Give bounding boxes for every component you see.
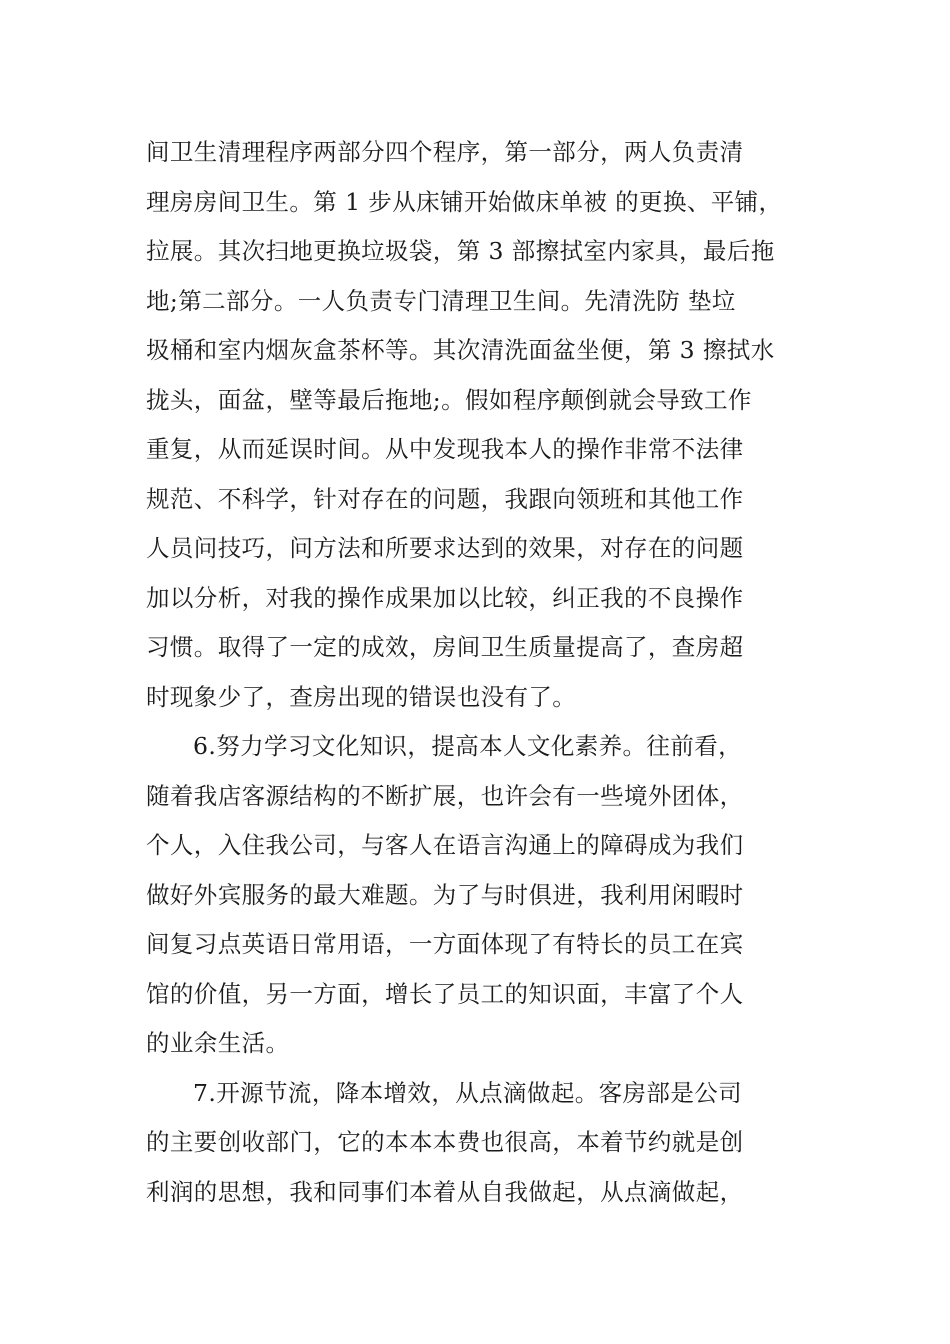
text-line: 地;第二部分。一人负责专门清理卫生间。先清洗防 垫垃 xyxy=(146,286,736,315)
text-line: 拉展。其次扫地更换垃圾袋，第 3 部擦拭室内家具，最后拖 xyxy=(146,237,775,265)
text-line: 6.努力学习文化知识，提高本人文化素养。往前看， xyxy=(193,732,743,760)
text-line: 规范、不科学，针对存在的问题，我跟向领班和其他工作 xyxy=(146,484,744,513)
text-line: 随着我店客源结构的不断扩展，也许会有一些境外团体， xyxy=(146,781,744,810)
text-line: 7.开源节流，降本增效，从点滴做起。客房部是公司 xyxy=(193,1078,743,1107)
text-line: 习惯。取得了一定的成效，房间卫生质量提高了，查房超 xyxy=(146,633,744,661)
paragraph-item-6 xyxy=(146,722,826,1069)
text-line: 个人，入住我公司，与客人在语言沟通上的障碍成为我们 xyxy=(146,831,744,859)
text-line: 间卫生清理程序两部分四个程序，第一部分，两人负责清 xyxy=(146,138,744,166)
paragraph-continued xyxy=(146,128,826,722)
document-body xyxy=(146,128,826,1217)
text-line: 重复，从而延误时间。从中发现我本人的操作非常不法律 xyxy=(146,435,744,463)
text-line: 的业余生活。 xyxy=(146,1029,290,1057)
text-line: 拢头，面盆，壁等最后拖地;。假如程序颠倒就会导致工作 xyxy=(146,385,752,414)
text-line: 理房房间卫生。第 1 步从床铺开始做床单被 的更换、平铺， xyxy=(146,187,783,216)
text-line: 间复习点英语日常用语，一方面体现了有特长的员工在宾 xyxy=(146,930,744,958)
text-line: 馆的价值，另一方面，增长了员工的知识面，丰富了个人 xyxy=(146,979,744,1008)
text-line: 利润的思想，我和同事们本着从自我做起，从点滴做起， xyxy=(146,1177,744,1206)
text-line: 加以分析，对我的操作成果加以比较，纠正我的不良操作 xyxy=(146,583,744,612)
text-line: 时现象少了，查房出现的错误也没有了。 xyxy=(146,682,577,711)
paragraph-item-7 xyxy=(146,1069,826,1218)
text-line: 人员问技巧，问方法和所要求达到的效果，对存在的问题 xyxy=(146,534,744,562)
text-line: 的主要创收部门，它的本本本费也很高，本着节约就是创 xyxy=(146,1128,744,1156)
text-line: 圾桶和室内烟灰盒茶杯等。其次清洗面盆坐便，第 3 擦拭水 xyxy=(146,336,775,364)
text-line: 做好外宾服务的最大难题。为了与时俱进，我利用闲暇时 xyxy=(146,880,744,909)
